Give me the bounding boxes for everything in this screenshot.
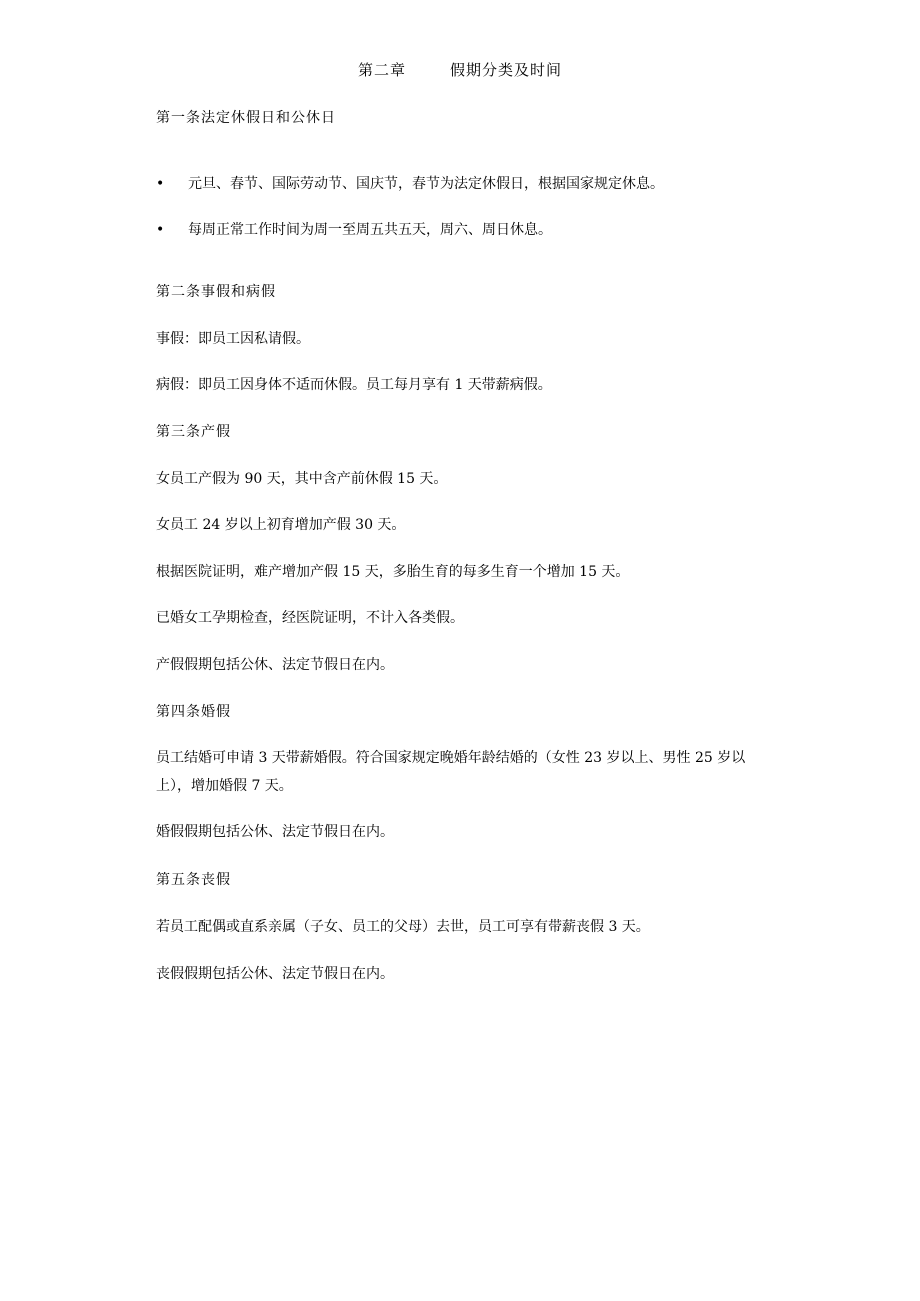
paragraph: 事假：即员工因私请假。: [156, 331, 310, 347]
bullet-item: [156, 174, 756, 194]
paragraph: 员工结婚可申请 3 天带薪婚假。符合国家规定晚婚年龄结婚的（女性 23 岁以上、男性 25 岁以上），增加婚假 7 天。: [156, 750, 746, 794]
chapter-number: 第二章: [357, 61, 406, 79]
chapter-name: 假期分类及时间: [450, 61, 563, 79]
bullet-text: 每周正常工作时间为周一至周五共五天，周六、周日休息。: [188, 222, 552, 238]
paragraph: 女员工产假为 90 天，其中含产前休假 15 天。: [156, 471, 448, 487]
paragraph: 婚假假期包括公休、法定节假日在内。: [156, 824, 394, 840]
section-heading-5: 第五条丧假: [156, 872, 231, 888]
section-heading-1: 第一条法定休假日和公休日: [156, 110, 336, 126]
bullet-icon: •: [156, 222, 165, 238]
section-heading-3: 第三条产假: [156, 424, 231, 440]
paragraph: 女员工 24 岁以上初育增加产假 30 天。: [156, 517, 406, 533]
section-heading-2: 第二条事假和病假: [156, 284, 276, 300]
paragraph: 若员工配偶或直系亲属（子女、员工的父母）去世，员工可享有带薪丧假 3 天。: [156, 919, 650, 935]
paragraph: 病假：即员工因身体不适而休假。员工每月享有 1 天带薪病假。: [156, 377, 552, 393]
section-heading-4: 第四条婚假: [156, 704, 231, 720]
bullet-text: 元旦、春节、国际劳动节、国庆节，春节为法定休假日，根据国家规定休息。: [188, 176, 664, 192]
paragraph: 产假假期包括公休、法定节假日在内。: [156, 657, 394, 673]
bullet-icon: •: [156, 176, 165, 192]
chapter-title: [0, 60, 920, 80]
paragraph: 丧假假期包括公休、法定节假日在内。: [156, 966, 394, 982]
paragraph: 已婚女工孕期检查，经医院证明，不计入各类假。: [156, 610, 464, 626]
paragraph: 根据医院证明，难产增加产假 15 天，多胎生育的每多生育一个增加 15 天。: [156, 564, 630, 580]
bullet-item: [156, 220, 756, 240]
